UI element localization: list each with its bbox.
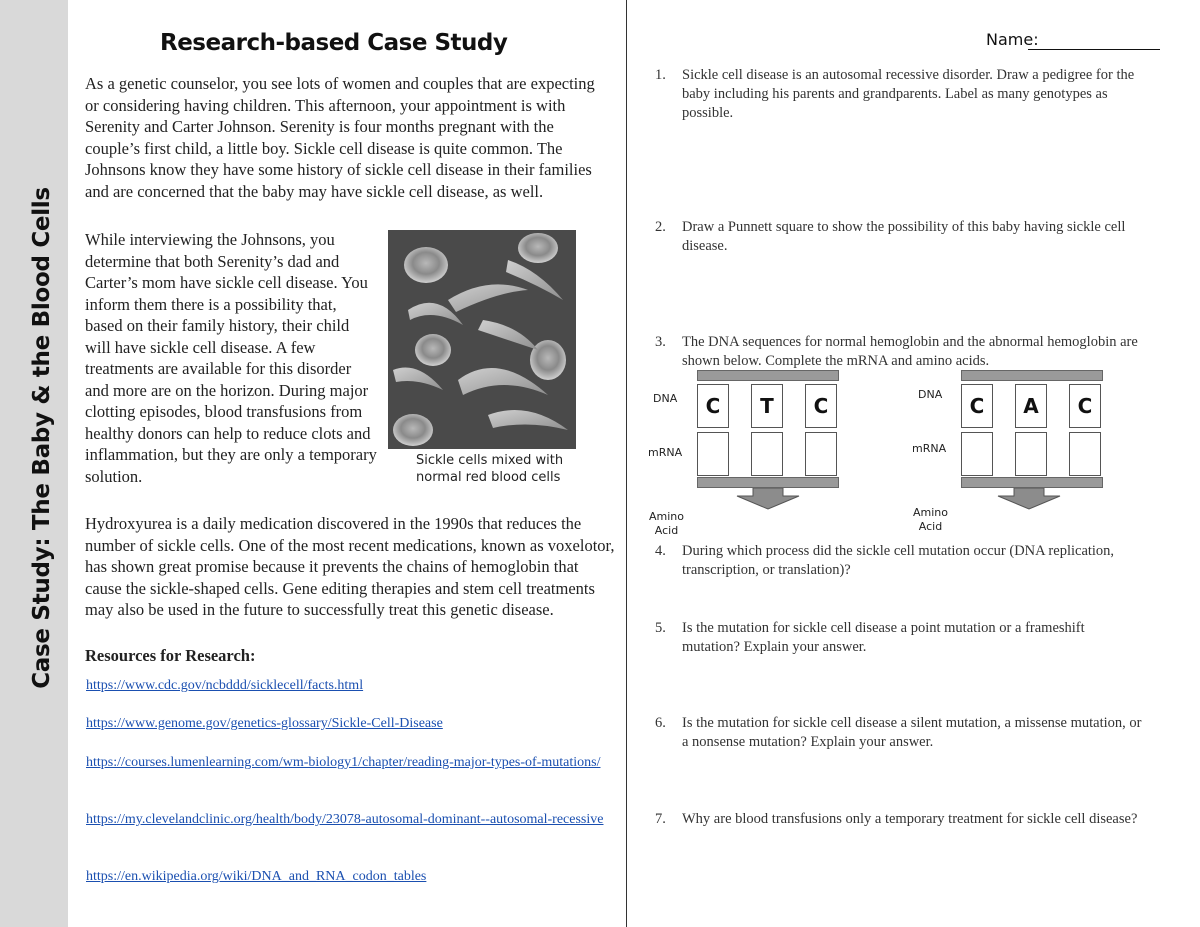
mrna-answer-box[interactable]	[805, 432, 837, 476]
resource-link-cdc[interactable]: https://www.cdc.gov/ncbddd/sicklecell/facts.html	[86, 678, 364, 693]
treatment-paragraph: Hydroxyurea is a daily medication discovered in the 1990s that reduces the number of sickle cells. One of the most recent medications, known as voxelotor, has shown great promise because it prevents the chains of hemoglobin that cause the sickle-shaped cells. Gene editing therapies and stem cell treatments may also be used in the future to successfully treat this genetic disease.	[85, 514, 615, 619]
question-text: Sickle cell disease is an autosomal recessive disorder. Draw a pedigree for the baby including his parents and grandparents. Label as many genotypes as possible.	[682, 67, 1135, 121]
page-title: Research-based Case Study	[160, 30, 508, 56]
question-3	[655, 333, 1145, 371]
intro-paragraph: As a genetic counselor, you see lots of women and couples that are expecting or considering having children. This afternoon, your appointment is with Serenity and Carter Johnson. Serenity is four months pregnant with the couple’s first child, a little boy. Sickle cell disease is quite common. The Johnsons know they have some history of sickle cell disease in their families and are concerned that the baby may have sickle cell disease, as well.	[85, 74, 595, 201]
dna-base-box: C	[697, 384, 729, 428]
arrow-down-icon	[735, 488, 801, 510]
mrna-answer-box[interactable]	[1069, 432, 1101, 476]
dna-label: DNA	[918, 388, 943, 401]
resource-link-cleveland[interactable]: https://my.clevelandclinic.org/health/body/23078-autosomal-dominant--autosomal-recessive	[86, 812, 604, 827]
sidebar	[0, 0, 68, 927]
question-2	[655, 218, 1145, 256]
mrna-strand-bar	[697, 477, 839, 488]
dna-label: DNA	[653, 392, 678, 405]
name-field[interactable]	[1028, 48, 1160, 50]
mrna-label: mRNA	[912, 442, 947, 455]
sickle-cell-photo	[388, 230, 576, 449]
question-number: 6.	[655, 715, 666, 731]
question-text: Why are blood transfusions only a temporary treatment for sickle cell disease?	[682, 811, 1138, 827]
dna-strand-bar	[697, 370, 839, 381]
question-5	[655, 619, 1145, 657]
mrna-answer-box[interactable]	[1015, 432, 1047, 476]
question-7	[655, 810, 1145, 829]
name-label: Name:	[986, 30, 1039, 49]
dna-base-box: C	[1069, 384, 1101, 428]
question-number: 4.	[655, 543, 666, 559]
question-text: Is the mutation for sickle cell disease a point mutation or a frameshift mutation? Explain your answer.	[682, 620, 1085, 655]
dna-base-box: T	[751, 384, 783, 428]
question-1	[655, 66, 1145, 123]
dna-base-box: C	[961, 384, 993, 428]
question-number: 3.	[655, 334, 666, 350]
middle-paragraph: While interviewing the Johnsons, you determine that both Serenity’s dad and Carter’s mom have sickle cell disease. You inform them there is a possibility that, based on their family history, their child will have sickle cell disease. A few treatments are available for this disorder and more are on the horizon. During major clotting episodes, blood transfusions from healthy donors can help to reduce clots and inflammation, but they are only a temporary solution.	[85, 230, 377, 486]
question-number: 2.	[655, 219, 666, 235]
mrna-answer-box[interactable]	[697, 432, 729, 476]
image-caption	[416, 452, 563, 486]
question-text: Draw a Punnett square to show the possibility of this baby having sickle cell disease.	[682, 219, 1126, 254]
question-text: During which process did the sickle cell mutation occur (DNA replication, transcription, or translation)?	[682, 543, 1115, 578]
sidebar-title: Case Study: The Baby & the Blood Cells	[29, 187, 55, 689]
mrna-label: mRNA	[648, 446, 683, 459]
caption-line-2: normal red blood cells	[416, 470, 561, 485]
question-4	[655, 542, 1145, 580]
dna-base-box: C	[805, 384, 837, 428]
amino-acid-label: Amino Acid	[913, 506, 948, 533]
caption-line-1: Sickle cells mixed with	[416, 453, 564, 468]
resource-link-wikipedia[interactable]: https://en.wikipedia.org/wiki/DNA_and_RNA_codon_tables	[86, 869, 427, 884]
sickle-cell-image	[388, 230, 576, 449]
resources-heading: Resources for Research:	[85, 646, 256, 665]
question-6	[655, 714, 1145, 752]
question-number: 5.	[655, 620, 666, 636]
resource-link-lumen[interactable]: https://courses.lumenlearning.com/wm-biology1/chapter/reading-major-types-of-mutations/	[86, 755, 601, 770]
mrna-answer-box[interactable]	[751, 432, 783, 476]
question-text: Is the mutation for sickle cell disease a silent mutation, a missense mutation, or a nonsense mutation? Explain your answer.	[682, 715, 1142, 750]
dna-base-box: A	[1015, 384, 1047, 428]
mrna-answer-box[interactable]	[961, 432, 993, 476]
amino-acid-label: Amino Acid	[649, 510, 684, 537]
question-number: 7.	[655, 811, 666, 827]
question-text: The DNA sequences for normal hemoglobin and the abnormal hemoglobin are shown below. Complete the mRNA and amino acids.	[682, 334, 1138, 369]
page-divider	[626, 0, 627, 927]
question-number: 1.	[655, 67, 666, 83]
arrow-down-icon	[996, 488, 1062, 510]
mrna-strand-bar	[961, 477, 1103, 488]
resource-link-genome[interactable]: https://www.genome.gov/genetics-glossary/Sickle-Cell-Disease	[86, 716, 443, 731]
dna-strand-bar	[961, 370, 1103, 381]
